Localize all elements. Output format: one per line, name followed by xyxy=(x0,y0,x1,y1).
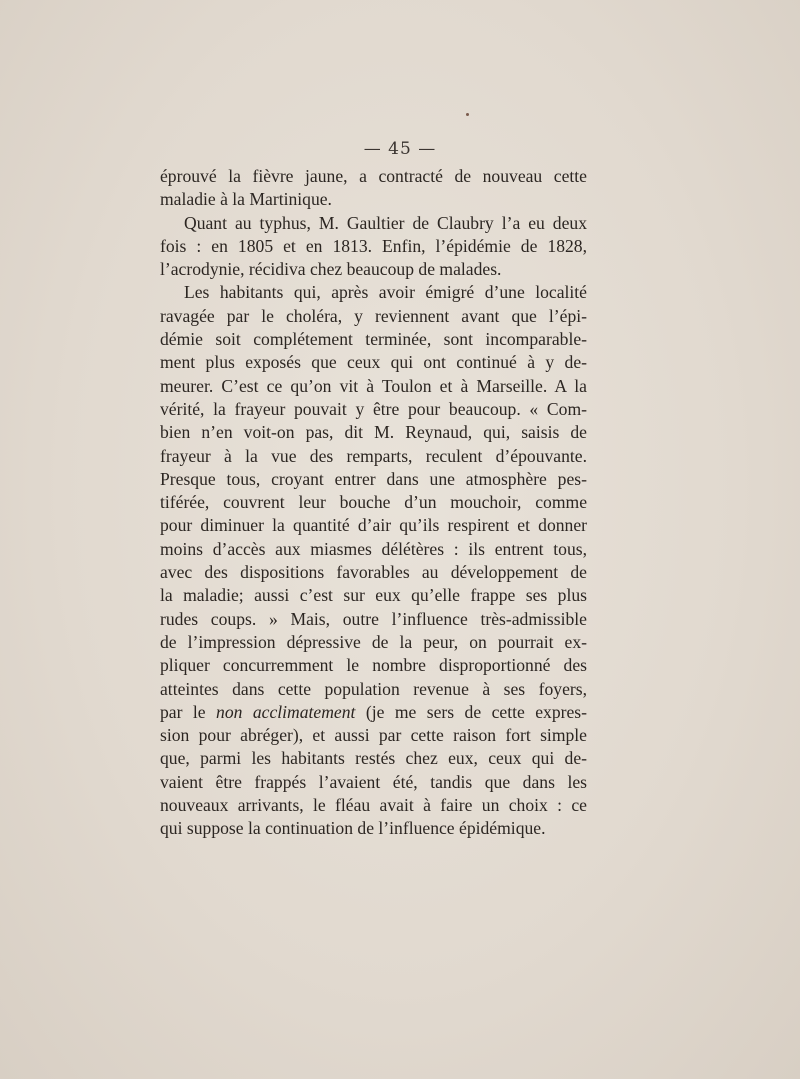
text-line: nouveaux arrivants, le fléau avait à faire un choix : ce xyxy=(160,795,587,816)
text-line: rudes coups. » Mais, outre l’influence très-admissible xyxy=(160,608,587,629)
text-line: Quant au typhus, M. Gaultier de Claubry l’a eu deux xyxy=(184,212,587,233)
text-line: fois : en 1805 et en 1813. Enfin, l’épidémie de 1828, xyxy=(160,235,587,256)
text-line: que, parmi les habitants restés chez eux, ceux qui de- xyxy=(160,748,587,769)
text-line: ravagée par le choléra, y reviennent avant que l’épi- xyxy=(160,305,587,326)
text-line: Les habitants qui, après avoir émigré d’une localité xyxy=(184,282,587,303)
body-text xyxy=(160,165,587,841)
text-line: vaient être frappés l’avaient été, tandis que dans les xyxy=(160,771,587,792)
text-line: démie soit complétement terminée, sont incomparable- xyxy=(160,329,587,350)
text-segment: (je me sers de cette expres- xyxy=(355,701,587,722)
text-segment: par le xyxy=(160,701,217,722)
text-line: sion pour abréger), et aussi par cette raison fort simple xyxy=(160,725,587,746)
text-line: atteintes dans cette population revenue à ses foyers, xyxy=(160,678,587,699)
page-number: — 45 — xyxy=(363,139,437,159)
text-line: ment plus exposés que ceux qui ont continué à y de- xyxy=(160,352,587,373)
text-line: frayeur à la vue des remparts, reculent d’épouvante. xyxy=(160,445,587,466)
text-line: la maladie; aussi c’est sur eux qu’elle frappe ses plus xyxy=(160,585,587,606)
text-line: avec des dispositions favorables au développement de xyxy=(160,562,587,583)
text-line: moins d’accès aux miasmes délétères : ils entrent tous, xyxy=(160,538,587,559)
text-line: tiférée, couvrent leur bouche d’un mouchoir, comme xyxy=(160,492,587,513)
ink-speck xyxy=(466,113,469,116)
text-line: l’acrodynie, récidiva chez beaucoup de malades. xyxy=(160,259,502,280)
text-line: meurer. C’est ce qu’on vit à Toulon et à Marseille. A la xyxy=(160,375,587,396)
text-line: éprouvé la fièvre jaune, a contracté de nouveau cette xyxy=(160,166,587,186)
text-line: Presque tous, croyant entrer dans une atmosphère pes- xyxy=(160,468,587,489)
text-line: pliquer concurremment le nombre disproportionné des xyxy=(160,655,587,676)
text-line: qui suppose la continuation de l’influence épidémique. xyxy=(160,818,546,839)
text-line: vérité, la frayeur pouvait y être pour beaucoup. « Com- xyxy=(160,398,587,419)
text-line: pour diminuer la quantité d’air qu’ils respirent et donner xyxy=(160,515,587,536)
text-line: bien n’en voit-on pas, dit M. Reynaud, qui, saisis de xyxy=(160,422,587,443)
text-line xyxy=(160,701,587,724)
text-line: maladie à la Martinique. xyxy=(160,189,332,210)
italic-term: non acclimatement xyxy=(216,701,356,722)
text-line: de l’impression dépressive de la peur, on pourrait ex- xyxy=(160,631,587,652)
